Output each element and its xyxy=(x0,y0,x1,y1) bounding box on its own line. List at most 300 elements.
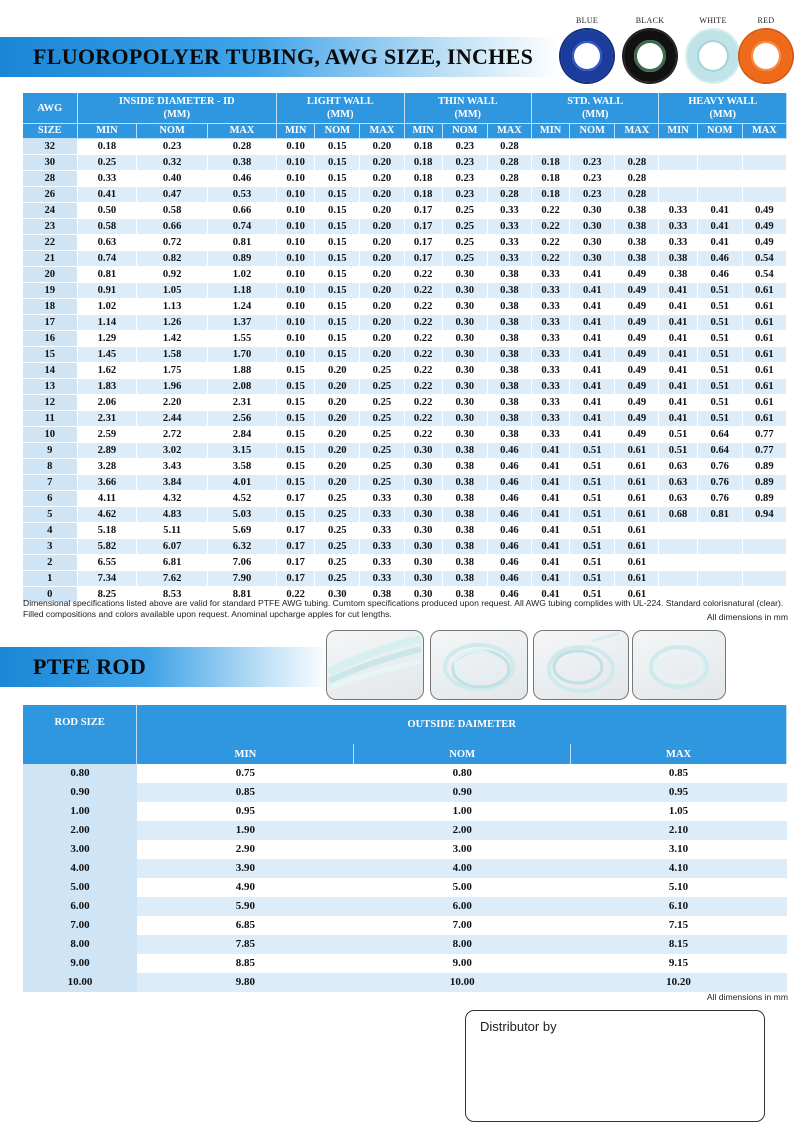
table-cell: 7.62 xyxy=(137,571,208,587)
table-cell: 0.30 xyxy=(442,427,487,443)
table-cell: 0.30 xyxy=(442,331,487,347)
table-cell: 0.25 xyxy=(360,363,404,379)
coiled-rod-image xyxy=(534,631,628,699)
awg-size-cell: 13 xyxy=(23,379,77,395)
table-cell: 0.53 xyxy=(207,187,276,203)
table-cell: 4.00 xyxy=(354,859,571,878)
table-cell: 0.41 xyxy=(531,459,569,475)
table-cell: 0.63 xyxy=(659,475,697,491)
table-cell: 0.33 xyxy=(360,507,404,523)
table-cell: 0.22 xyxy=(404,411,442,427)
table-row xyxy=(23,411,787,427)
table-cell: 0.10 xyxy=(277,187,315,203)
table-cell: 0.20 xyxy=(360,315,404,331)
table-cell: 0.17 xyxy=(277,555,315,571)
rod-size-cell: 10.00 xyxy=(23,973,137,992)
ptfe-rod-table xyxy=(23,705,787,992)
table-row xyxy=(23,395,787,411)
table-cell: 0.51 xyxy=(697,363,742,379)
table-cell: 0.38 xyxy=(207,155,276,171)
swatch-label: WHITE xyxy=(699,16,727,25)
table-cell: 0.30 xyxy=(570,235,615,251)
table-cell: 0.58 xyxy=(137,203,208,219)
table-cell: 1.00 xyxy=(354,802,571,821)
table-cell: 0.49 xyxy=(615,363,659,379)
table-cell: 0.30 xyxy=(442,315,487,331)
table-cell: 0.46 xyxy=(487,523,531,539)
table-cell: 0.49 xyxy=(615,411,659,427)
table-cell: 0.10 xyxy=(277,171,315,187)
table-cell: 0.10 xyxy=(277,299,315,315)
table-cell: 0.18 xyxy=(531,171,569,187)
group-name: LIGHT WALL xyxy=(306,96,374,107)
outside-diameter-header: OUTSIDE DAIMETER xyxy=(137,705,787,744)
table-cell: 0.33 xyxy=(531,283,569,299)
table-cell: 0.61 xyxy=(615,555,659,571)
table-cell: 0.46 xyxy=(487,443,531,459)
table-cell: 4.52 xyxy=(207,491,276,507)
distributor-box xyxy=(465,1010,765,1122)
table-cell xyxy=(697,523,742,539)
table-cell: 0.15 xyxy=(277,395,315,411)
tubing-dimensions-note: All dimensions in mm xyxy=(706,612,788,622)
rod-size-cell: 8.00 xyxy=(23,935,137,954)
table-cell: 0.51 xyxy=(570,539,615,555)
table-cell: 0.49 xyxy=(615,379,659,395)
table-cell: 0.89 xyxy=(742,459,786,475)
table-cell: 0.61 xyxy=(615,475,659,491)
table-row xyxy=(23,379,787,395)
red-tubing-coil-icon xyxy=(740,30,792,82)
table-cell: 0.18 xyxy=(531,187,569,203)
inside-diameter-header xyxy=(77,93,277,124)
awg-size-cell: 19 xyxy=(23,283,77,299)
table-cell: 0.46 xyxy=(487,555,531,571)
awg-size-cell: 3 xyxy=(23,539,77,555)
table-cell: 0.76 xyxy=(697,459,742,475)
table-cell: 0.20 xyxy=(315,475,360,491)
table-cell: 1.05 xyxy=(571,802,787,821)
table-cell: 2.10 xyxy=(571,821,787,840)
table-cell: 0.15 xyxy=(277,411,315,427)
table-cell: 0.46 xyxy=(487,539,531,555)
table-cell: 2.89 xyxy=(77,443,137,459)
table-cell: 1.83 xyxy=(77,379,137,395)
table-cell: 0.15 xyxy=(315,171,360,187)
table-cell: 0.61 xyxy=(742,363,786,379)
rod-photo-coil-3 xyxy=(632,630,726,700)
table-cell: 0.51 xyxy=(697,331,742,347)
table-cell: 0.38 xyxy=(487,347,531,363)
sub-header-max: MAX xyxy=(207,124,276,139)
table-cell: 0.41 xyxy=(570,299,615,315)
table-cell: 0.49 xyxy=(615,427,659,443)
table-cell: 0.41 xyxy=(570,331,615,347)
table-cell: 0.22 xyxy=(404,331,442,347)
rod-size-cell: 0.80 xyxy=(23,764,137,783)
table-row xyxy=(23,363,787,379)
table-cell: 0.10 xyxy=(277,155,315,171)
table-cell xyxy=(659,187,697,203)
table-cell: 0.49 xyxy=(615,331,659,347)
table-cell: 0.28 xyxy=(487,139,531,155)
table-cell: 0.38 xyxy=(487,283,531,299)
table-cell: 0.41 xyxy=(570,427,615,443)
table-cell: 0.33 xyxy=(487,219,531,235)
table-cell: 0.22 xyxy=(404,427,442,443)
table-cell: 0.66 xyxy=(207,203,276,219)
table-cell: 0.51 xyxy=(570,587,615,603)
table-cell: 10.00 xyxy=(354,973,571,992)
table-cell: 0.51 xyxy=(570,555,615,571)
table-cell: 0.41 xyxy=(659,411,697,427)
table-cell: 0.81 xyxy=(697,507,742,523)
table-cell: 0.15 xyxy=(277,427,315,443)
table-cell: 0.51 xyxy=(570,523,615,539)
table-cell: 1.70 xyxy=(207,347,276,363)
table-cell: 0.51 xyxy=(570,491,615,507)
awg-size-cell: 2 xyxy=(23,555,77,571)
table-row xyxy=(23,491,787,507)
table-cell: 0.33 xyxy=(531,267,569,283)
table-row xyxy=(23,878,787,897)
table-cell xyxy=(742,187,786,203)
table-cell: 0.30 xyxy=(442,395,487,411)
table-cell: 0.72 xyxy=(137,235,208,251)
table-cell: 0.22 xyxy=(531,251,569,267)
table-row xyxy=(23,802,787,821)
rod-photo-straight xyxy=(326,630,424,700)
table-cell: 0.10 xyxy=(277,203,315,219)
table-cell: 0.20 xyxy=(360,267,404,283)
table-cell: 0.51 xyxy=(659,427,697,443)
table-cell: 2.59 xyxy=(77,427,137,443)
table-cell: 2.31 xyxy=(77,411,137,427)
table-cell: 0.61 xyxy=(742,331,786,347)
table-cell: 0.25 xyxy=(360,475,404,491)
table-cell: 0.61 xyxy=(742,299,786,315)
table-cell xyxy=(570,139,615,155)
table-cell: 0.38 xyxy=(442,475,487,491)
table-cell: 0.20 xyxy=(315,411,360,427)
table-row xyxy=(23,897,787,916)
table-cell: 0.38 xyxy=(615,203,659,219)
group-unit: (MM) xyxy=(581,109,609,120)
awg-size-cell: 21 xyxy=(23,251,77,267)
table-row xyxy=(23,973,787,992)
table-cell: 0.51 xyxy=(697,283,742,299)
table-cell: 0.38 xyxy=(487,299,531,315)
table-cell: 0.49 xyxy=(615,315,659,331)
table-cell: 0.33 xyxy=(487,235,531,251)
table-cell: 0.25 xyxy=(315,539,360,555)
awg-size-cell: 6 xyxy=(23,491,77,507)
table-cell: 0.49 xyxy=(615,395,659,411)
rod-size-header: ROD SIZE xyxy=(23,705,137,764)
table-cell: 7.15 xyxy=(571,916,787,935)
table-cell: 0.41 xyxy=(659,395,697,411)
table-cell: 0.15 xyxy=(315,347,360,363)
table-cell: 0.61 xyxy=(742,283,786,299)
table-cell: 0.38 xyxy=(487,395,531,411)
table-cell: 9.15 xyxy=(571,954,787,973)
table-cell: 0.28 xyxy=(615,171,659,187)
table-cell: 0.28 xyxy=(207,139,276,155)
table-cell: 0.92 xyxy=(137,267,208,283)
table-cell: 0.30 xyxy=(404,587,442,603)
table-cell: 0.61 xyxy=(615,443,659,459)
table-cell: 0.38 xyxy=(487,331,531,347)
table-cell: 0.41 xyxy=(659,283,697,299)
table-cell: 0.54 xyxy=(742,267,786,283)
table-cell: 0.50 xyxy=(77,203,137,219)
table-cell: 0.89 xyxy=(207,251,276,267)
rod-size-cell: 5.00 xyxy=(23,878,137,897)
table-cell: 0.38 xyxy=(487,411,531,427)
table-cell: 0.41 xyxy=(77,187,137,203)
table-row xyxy=(23,840,787,859)
swatch-label: BLACK xyxy=(635,16,665,25)
table-cell xyxy=(742,555,786,571)
sub-header-min: MIN xyxy=(404,124,442,139)
table-cell: 0.63 xyxy=(659,459,697,475)
table-cell: 0.25 xyxy=(315,571,360,587)
table-cell xyxy=(615,139,659,155)
table-cell: 0.33 xyxy=(531,427,569,443)
rod-photo-coil-1 xyxy=(430,630,528,700)
table-cell: 0.94 xyxy=(742,507,786,523)
awg-size-cell: 23 xyxy=(23,219,77,235)
tubing-footnote: Dimensional specifications listed above are valid for standard PTFE AWG tubing. Cumtom specifications produced upon request. All AWG tubing complides with UL-224. Standard colorisnatural (clear). Filled compositions and colors available upon request. Anominal upcharge apples for cut lengths. xyxy=(23,598,784,619)
table-cell: 0.25 xyxy=(442,235,487,251)
table-cell: 0.23 xyxy=(137,139,208,155)
table-cell: 0.20 xyxy=(360,235,404,251)
awg-size-cell: 17 xyxy=(23,315,77,331)
table-cell: 0.41 xyxy=(531,523,569,539)
table-cell: 0.20 xyxy=(360,347,404,363)
table-cell: 8.15 xyxy=(571,935,787,954)
table-row xyxy=(23,155,787,171)
sub-header-nom: NOM xyxy=(442,124,487,139)
table-cell: 0.91 xyxy=(77,283,137,299)
table-cell: 0.10 xyxy=(277,251,315,267)
tubing-title-banner xyxy=(0,37,560,77)
table-cell: 0.15 xyxy=(315,187,360,203)
table-row xyxy=(23,935,787,954)
table-cell: 3.90 xyxy=(137,859,354,878)
table-cell: 0.38 xyxy=(442,571,487,587)
table-cell: 0.20 xyxy=(315,427,360,443)
table-cell: 4.01 xyxy=(207,475,276,491)
awg-size-cell: 20 xyxy=(23,267,77,283)
black-tubing-coil-icon xyxy=(624,30,676,82)
table-cell: 6.07 xyxy=(137,539,208,555)
table-cell: 0.51 xyxy=(697,411,742,427)
table-cell: 0.51 xyxy=(570,443,615,459)
group-unit: (MM) xyxy=(327,109,354,120)
table-cell: 0.20 xyxy=(360,155,404,171)
table-cell: 0.20 xyxy=(360,299,404,315)
table-cell: 0.33 xyxy=(531,347,569,363)
table-cell: 0.38 xyxy=(442,443,487,459)
awg-size-cell: 30 xyxy=(23,155,77,171)
table-cell: 3.10 xyxy=(571,840,787,859)
table-cell: 0.25 xyxy=(360,427,404,443)
table-cell: 0.49 xyxy=(742,219,786,235)
table-cell: 0.33 xyxy=(659,235,697,251)
coiled-rod-image xyxy=(431,631,527,699)
table-cell: 0.41 xyxy=(659,379,697,395)
table-row xyxy=(23,459,787,475)
table-cell: 0.32 xyxy=(137,155,208,171)
table-cell: 0.38 xyxy=(442,523,487,539)
table-cell: 0.25 xyxy=(442,203,487,219)
table-cell xyxy=(697,555,742,571)
table-cell: 0.61 xyxy=(615,523,659,539)
table-cell: 0.38 xyxy=(615,251,659,267)
table-cell: 0.25 xyxy=(77,155,137,171)
table-cell: 0.15 xyxy=(277,507,315,523)
table-row xyxy=(23,331,787,347)
table-row xyxy=(23,443,787,459)
table-cell: 0.23 xyxy=(442,187,487,203)
table-cell: 0.17 xyxy=(277,523,315,539)
table-cell: 0.51 xyxy=(697,315,742,331)
table-cell: 0.30 xyxy=(442,379,487,395)
table-cell xyxy=(742,155,786,171)
swatch-blue xyxy=(556,16,618,82)
table-row xyxy=(23,539,787,555)
table-cell: 0.25 xyxy=(360,411,404,427)
table-cell: 0.41 xyxy=(531,507,569,523)
table-cell: 8.25 xyxy=(77,587,137,603)
table-cell: 0.18 xyxy=(531,155,569,171)
table-cell: 0.46 xyxy=(487,475,531,491)
table-cell: 0.54 xyxy=(742,251,786,267)
table-cell: 0.30 xyxy=(442,267,487,283)
table-cell: 4.83 xyxy=(137,507,208,523)
table-cell: 0.30 xyxy=(404,475,442,491)
table-cell: 0.15 xyxy=(315,235,360,251)
table-cell: 0.33 xyxy=(531,299,569,315)
table-cell: 0.28 xyxy=(487,171,531,187)
table-cell: 0.51 xyxy=(697,379,742,395)
table-cell: 0.74 xyxy=(207,219,276,235)
table-cell: 0.49 xyxy=(742,203,786,219)
table-cell: 0.22 xyxy=(404,395,442,411)
table-cell: 0.51 xyxy=(697,395,742,411)
table-cell: 0.51 xyxy=(697,347,742,363)
table-cell: 0.41 xyxy=(531,587,569,603)
table-cell: 0.64 xyxy=(697,427,742,443)
sub-header-nom: NOM xyxy=(697,124,742,139)
table-cell: 0.61 xyxy=(742,347,786,363)
table-cell: 0.22 xyxy=(404,347,442,363)
table-cell: 0.38 xyxy=(615,219,659,235)
table-cell: 0.22 xyxy=(404,283,442,299)
rod-title: PTFE ROD xyxy=(33,654,147,679)
table-cell: 0.20 xyxy=(360,283,404,299)
table-cell: 0.30 xyxy=(404,491,442,507)
table-cell: 0.41 xyxy=(531,491,569,507)
heavy-wall-header xyxy=(659,93,787,124)
table-cell: 0.10 xyxy=(277,347,315,363)
table-cell: 0.15 xyxy=(277,475,315,491)
table-cell: 0.38 xyxy=(487,315,531,331)
table-cell: 0.33 xyxy=(659,219,697,235)
table-cell: 0.28 xyxy=(487,187,531,203)
table-cell: 0.41 xyxy=(659,363,697,379)
white-tubing-coil-icon xyxy=(687,30,739,82)
awg-size-cell: 18 xyxy=(23,299,77,315)
table-cell: 0.61 xyxy=(742,395,786,411)
table-row xyxy=(23,783,787,802)
awg-size-cell: 32 xyxy=(23,139,77,155)
table-cell: 0.30 xyxy=(570,203,615,219)
table-row xyxy=(23,347,787,363)
table-cell: 0.38 xyxy=(487,427,531,443)
sub-header-max: MAX xyxy=(360,124,404,139)
table-cell: 6.81 xyxy=(137,555,208,571)
table-cell: 0.10 xyxy=(277,139,315,155)
table-cell: 0.74 xyxy=(77,251,137,267)
awg-size-cell: 16 xyxy=(23,331,77,347)
table-cell xyxy=(697,571,742,587)
table-cell: 0.81 xyxy=(77,267,137,283)
table-cell: 0.63 xyxy=(77,235,137,251)
table-cell: 0.15 xyxy=(277,379,315,395)
table-cell: 2.31 xyxy=(207,395,276,411)
table-cell: 0.30 xyxy=(404,555,442,571)
table-cell: 6.10 xyxy=(571,897,787,916)
table-cell: 0.33 xyxy=(531,395,569,411)
table-cell: 0.25 xyxy=(360,443,404,459)
table-cell: 0.51 xyxy=(570,571,615,587)
table-cell: 1.26 xyxy=(137,315,208,331)
table-cell: 0.28 xyxy=(615,155,659,171)
table-cell: 0.20 xyxy=(315,395,360,411)
table-cell: 0.25 xyxy=(442,219,487,235)
table-cell: 0.41 xyxy=(570,315,615,331)
table-cell: 0.61 xyxy=(742,379,786,395)
table-cell: 0.10 xyxy=(277,331,315,347)
table-cell: 0.22 xyxy=(531,219,569,235)
table-cell: 0.25 xyxy=(360,379,404,395)
table-cell: 0.89 xyxy=(742,491,786,507)
sub-header-nom: NOM xyxy=(315,124,360,139)
table-cell: 0.38 xyxy=(442,539,487,555)
sub-header-min: MIN xyxy=(659,124,697,139)
table-cell xyxy=(742,571,786,587)
rod-size-cell: 6.00 xyxy=(23,897,137,916)
tubing-title: FLUOROPOLYER TUBING, AWG SIZE, INCHES xyxy=(33,44,534,69)
table-cell: 0.58 xyxy=(77,219,137,235)
table-cell: 0.41 xyxy=(659,299,697,315)
table-cell: 3.02 xyxy=(137,443,208,459)
table-cell: 0.22 xyxy=(404,299,442,315)
table-cell: 1.02 xyxy=(77,299,137,315)
table-cell: 3.58 xyxy=(207,459,276,475)
table-cell: 0.15 xyxy=(315,283,360,299)
blue-tubing-coil-icon xyxy=(561,30,613,82)
table-cell: 0.23 xyxy=(442,171,487,187)
table-cell: 0.10 xyxy=(277,315,315,331)
table-cell: 0.46 xyxy=(487,507,531,523)
table-cell: 0.38 xyxy=(487,267,531,283)
table-cell: 0.25 xyxy=(315,491,360,507)
distributor-label: Distributor by xyxy=(480,1019,557,1034)
table-cell xyxy=(742,523,786,539)
